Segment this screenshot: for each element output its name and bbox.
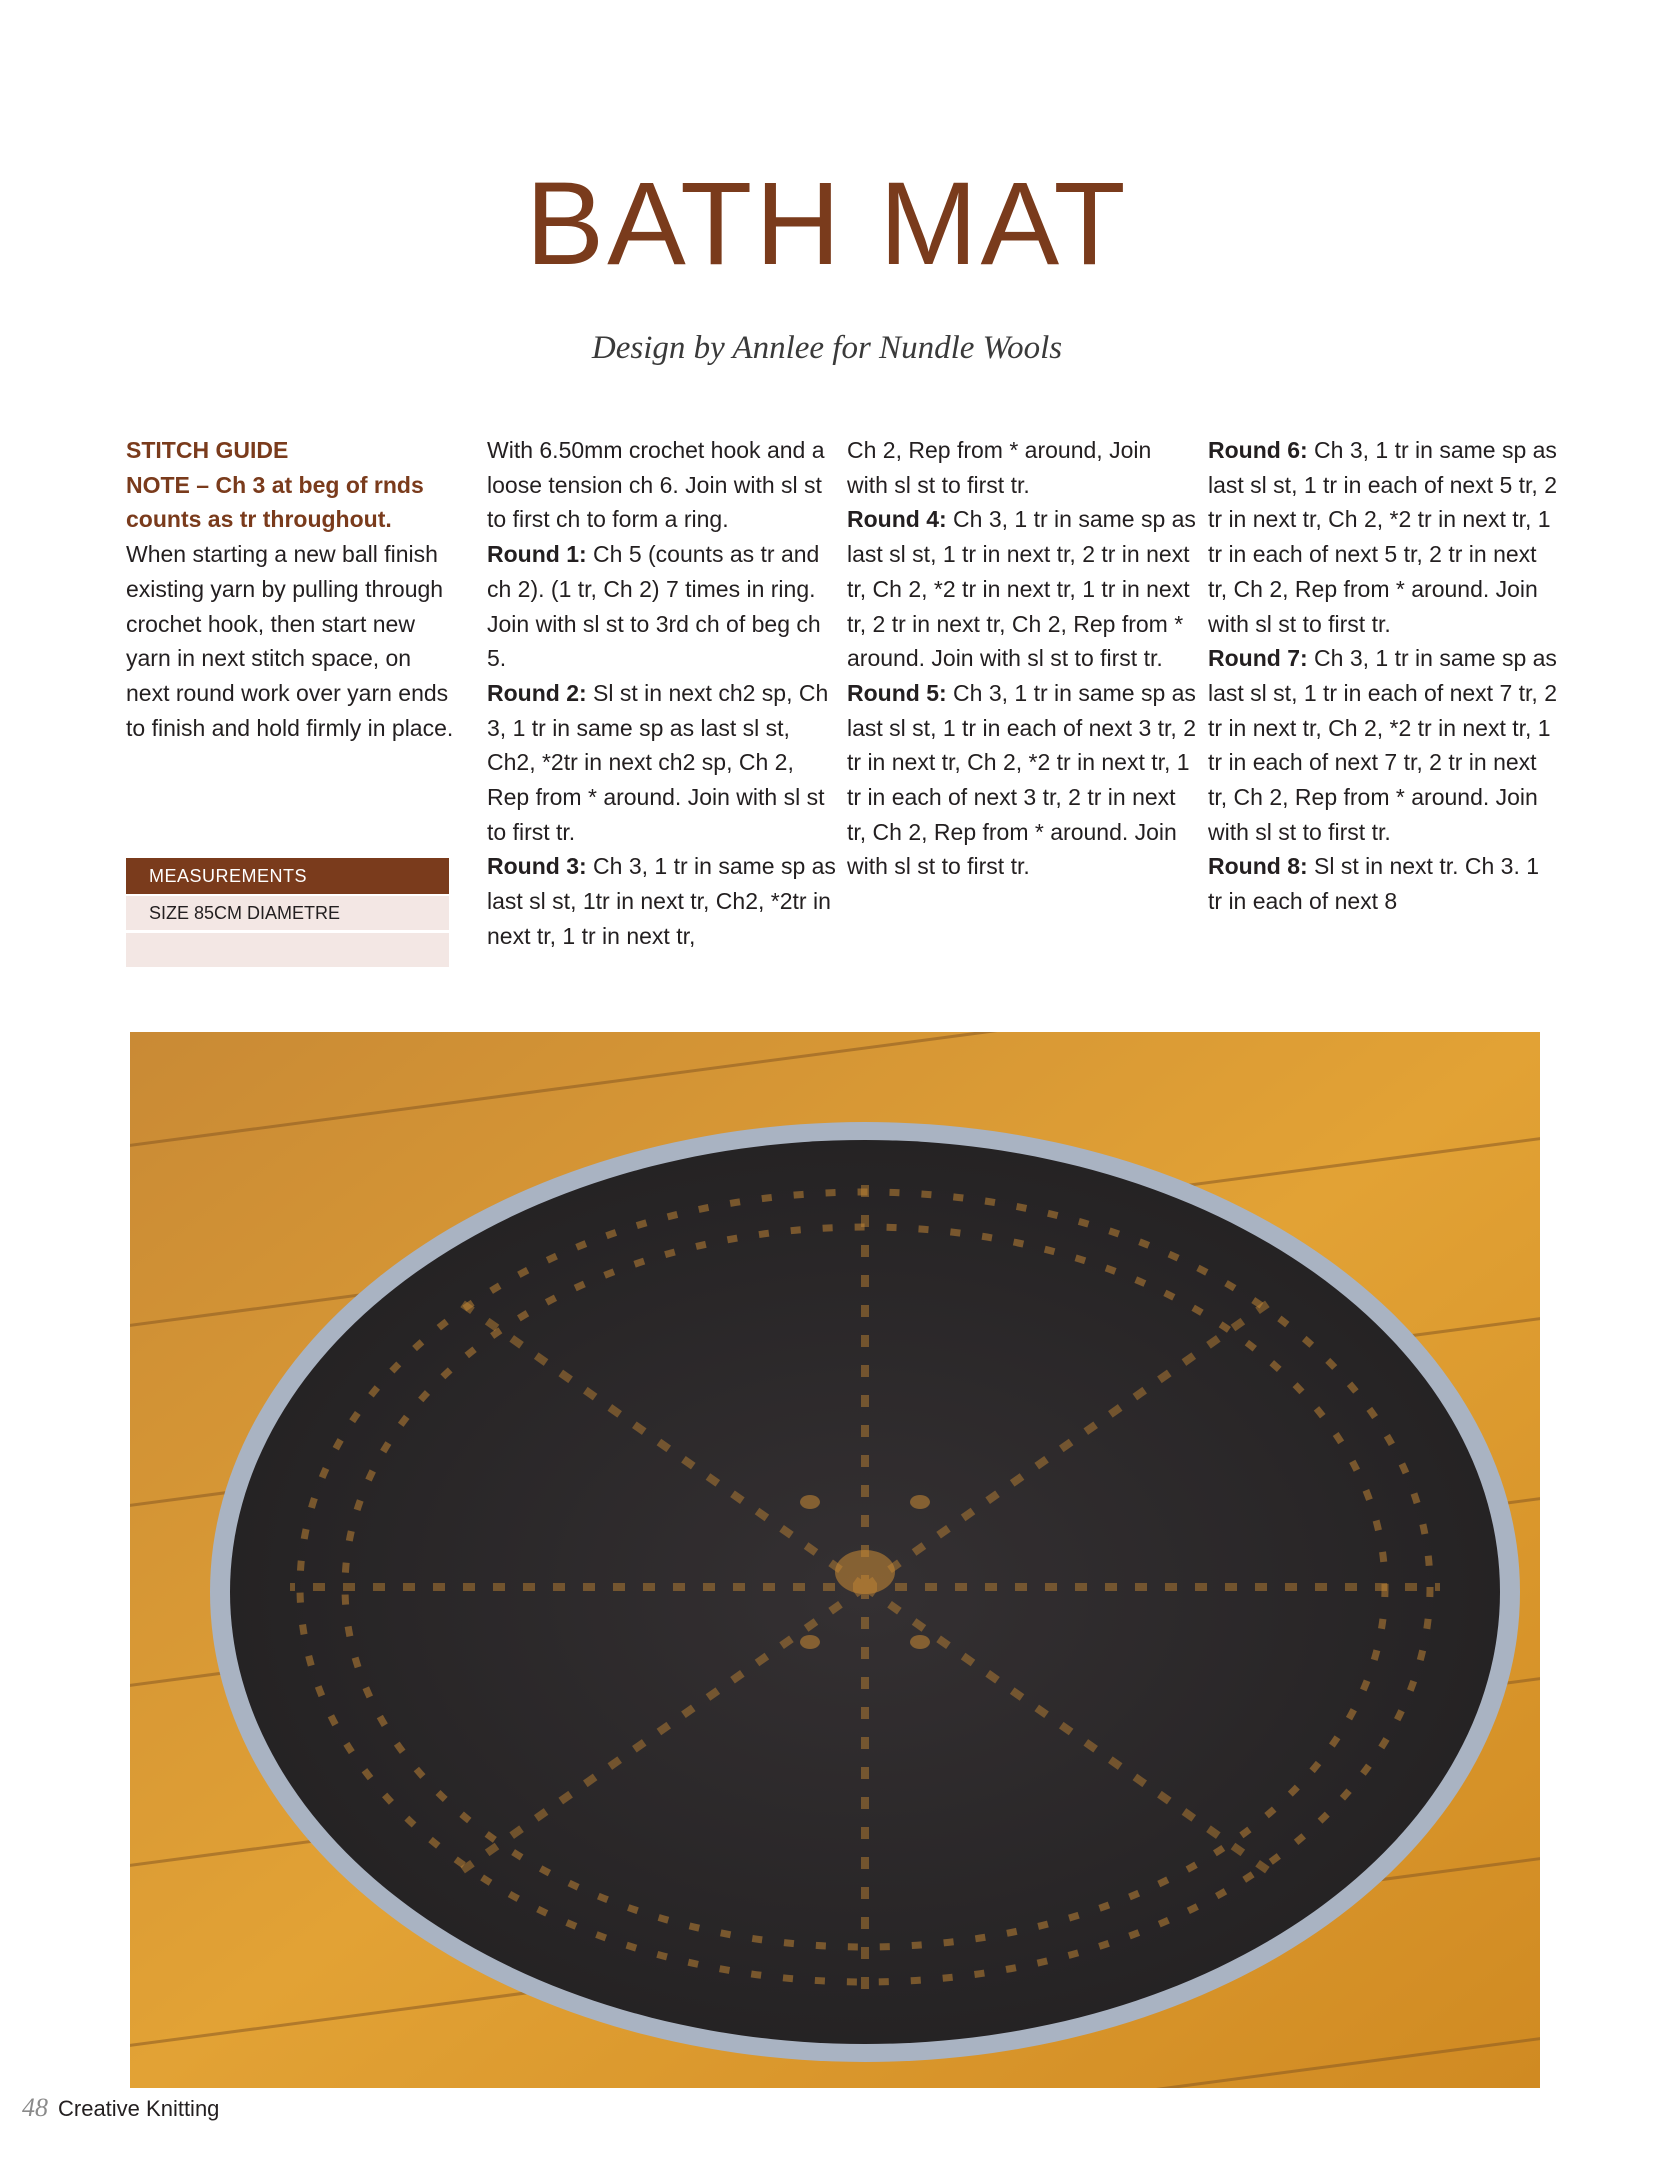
round-1 — [487, 537, 837, 676]
round-5-text: Ch 3, 1 tr in same sp as last sl st, 1 tr in each of next 3 tr, 2 tr in next tr, Ch 2, *2 tr in next tr, 1 tr in each of next 3 tr, 2 tr in next tr, Ch 2, Rep from * around. Join with sl st to first tr. — [847, 679, 1196, 880]
round-3-label: Round 3: — [487, 853, 587, 880]
round-3-continued: Ch 2, Rep from * around, Join with sl st to first tr. — [847, 437, 1152, 498]
round-5 — [847, 676, 1197, 884]
round-6-text: Ch 3, 1 tr in same sp as last sl st, 1 tr in each of next 5 tr, 2 tr in next tr, Ch 2, *2 tr in next tr, 1 tr in each of next 5 tr, 2 tr in next tr, Ch 2, Rep from * around. Join with sl st to first tr. — [1208, 437, 1557, 637]
round-3-text: Ch 3, 1 tr in same sp as last sl st, 1tr in next tr, Ch2, *2tr in next tr, 1 tr in next tr, — [487, 853, 836, 949]
round-2 — [487, 676, 837, 850]
bath-mat-illustration — [130, 1032, 1540, 2088]
round-8 — [1208, 849, 1558, 918]
pattern-column-4 — [1208, 433, 1558, 919]
stitch-guide-body: When starting a new ball finish existing yarn by pulling through crochet hook, then start new yarn in next stitch space, on next round work over yarn ends to finish and hold firmly in place. — [126, 541, 454, 741]
round-7 — [1208, 641, 1558, 849]
page-footer — [22, 2093, 219, 2123]
measurements-table — [126, 858, 449, 967]
round-6 — [1208, 433, 1558, 641]
pattern-column-3 — [847, 433, 1197, 884]
round-1-text: Ch 5 (counts as tr and ch 2). (1 tr, Ch 2) 7 times in ring. Join with sl st to 3rd ch of beg ch 5. — [487, 541, 821, 672]
pattern-column-2 — [487, 433, 837, 954]
round-2-label: Round 2: — [487, 679, 587, 706]
round-2-text: Sl st in next ch2 sp, Ch 3, 1 tr in same sp as last sl st, Ch2, *2tr in next ch2 sp, Ch 2, Rep from * around. Join with sl st to first tr. — [487, 679, 829, 845]
round-6-label: Round 6: — [1208, 437, 1308, 463]
page-title: BATH MAT — [525, 158, 1129, 290]
round-8-label: Round 8: — [1208, 853, 1308, 880]
pattern-intro: With 6.50mm crochet hook and a loose tension ch 6. Join with sl st to first ch to form a ring. — [487, 437, 825, 533]
round-4-label: Round 4: — [847, 506, 947, 533]
round-5-label: Round 5: — [847, 679, 947, 706]
bath-mat-photo — [130, 1032, 1540, 2088]
round-8-text: Sl st in next tr. Ch 3. 1 tr in each of next 8 — [1208, 853, 1540, 915]
round-7-label: Round 7: — [1208, 645, 1308, 672]
measurements-empty-row — [126, 933, 449, 967]
designer-byline: Design by Annlee for Nundle Wools — [591, 330, 1063, 366]
round-3 — [487, 849, 837, 953]
round-4-text: Ch 3, 1 tr in same sp as last sl st, 1 tr in next tr, 2 tr in next tr, Ch 2, *2 tr in next tr, 1 tr in next tr, 2 tr in next tr, Ch 2, Rep from * around. Join with sl st to first tr. — [847, 506, 1196, 672]
page-number: 48 — [22, 2093, 48, 2122]
stitch-guide-column — [126, 433, 456, 745]
round-1-label: Round 1: — [487, 541, 587, 568]
round-7-text: Ch 3, 1 tr in same sp as last sl st, 1 tr in each of next 7 tr, 2 tr in next tr, Ch 2, *2 tr in next tr, 1 tr in each of next 7 tr, 2 tr in next tr, Ch 2, Rep from * around. Join with sl st to first tr. — [1208, 645, 1557, 845]
measurements-size-row: SIZE 85CM DIAMETRE — [126, 896, 449, 930]
round-4 — [847, 502, 1197, 676]
measurements-header: MEASUREMENTS — [126, 858, 449, 894]
stitch-guide-note: NOTE – Ch 3 at beg of rnds counts as tr throughout. — [126, 471, 424, 533]
publication-name: Creative Knitting — [58, 2096, 220, 2121]
stitch-guide-heading: STITCH GUIDE — [126, 437, 289, 463]
